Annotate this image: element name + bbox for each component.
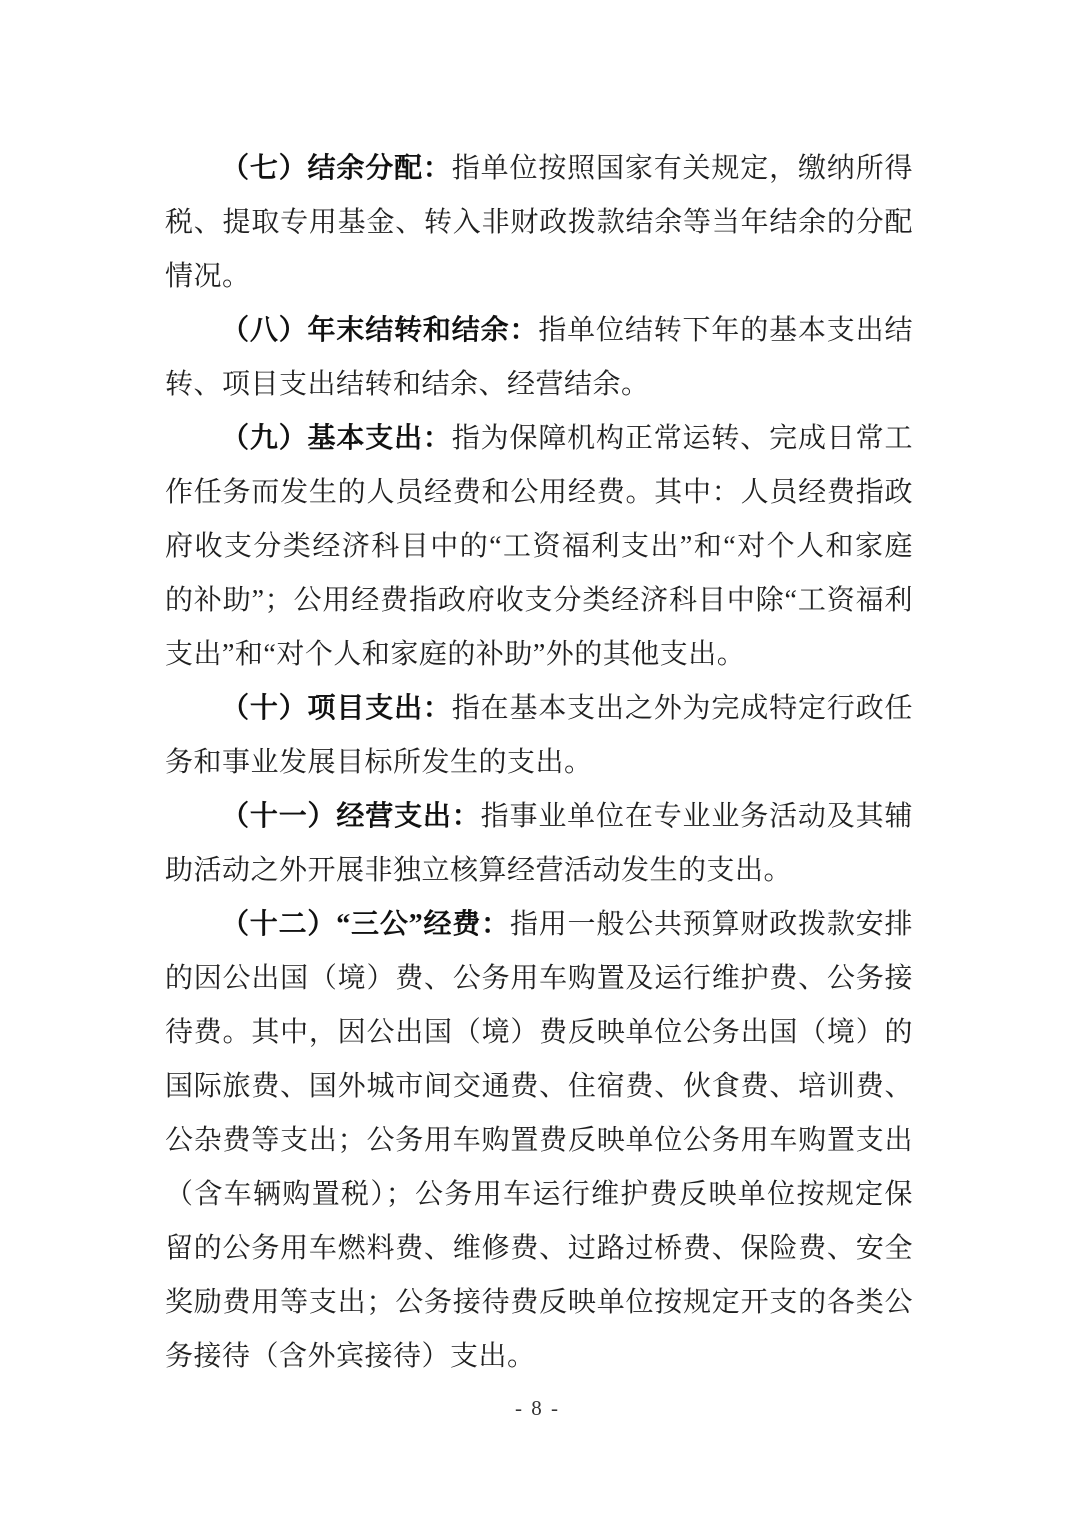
paragraph-7-text: 指单位按照国家有关规定，缴纳所得税、提取专用基金、转入非财政拨款结余等当年结余的分配情况。 [165,153,913,292]
page-number: - 8 - [515,1396,560,1420]
paragraph-10 [165,682,913,790]
paragraph-12-heading: （十二）“三公”经费： [221,909,510,940]
paragraph-11-text: 指事业单位在专业业务活动及其辅助活动之外开展非独立核算经营活动发生的支出。 [165,801,913,886]
paragraph-8-text: 指单位结转下年的基本支出结转、项目支出结转和结余、经营结余。 [165,315,913,400]
paragraph-9-text: 指为保障机构正常运转、完成日常工作任务而发生的人员经费和公用经费。其中：人员经费指政府收支分类经济科目中的“工资福利支出”和“对个人和家庭的补助”；公用经费指政府收支分类经济科目中除“工资福利支出”和“对个人和家庭的补助”外的其他支出。 [165,423,913,670]
paragraph-12-text: 指用一般公共预算财政拨款安排的因公出国（境）费、公务用车购置及运行维护费、公务接待费。其中，因公出国（境）费反映单位公务出国（境）的国际旅费、国外城市间交通费、住宿费、伙食费、培训费、公杂费等支出；公务用车购置费反映单位公务用车购置支出（含车辆购置税）；公务用车运行维护费反映单位按规定保留的公务用车燃料费、维修费、过路过桥费、保险费、安全奖励费用等支出；公务接待费反映单位按规定开支的各类公务接待（含外宾接待）支出。 [165,909,913,1372]
paragraph-9-heading: （九）基本支出： [221,423,452,454]
paragraph-7 [165,142,913,304]
paragraph-7-heading: （七）结余分配： [221,153,452,184]
paragraph-8 [165,304,913,412]
paragraph-8-heading: （八）年末结转和结余： [221,315,539,346]
paragraph-11 [165,790,913,898]
paragraph-9 [165,412,913,682]
page-footer [0,1396,1075,1421]
document-body [165,142,913,1384]
paragraph-11-heading: （十一）经营支出： [221,801,481,832]
paragraph-12 [165,898,913,1384]
paragraph-10-text: 指在基本支出之外为完成特定行政任务和事业发展目标所发生的支出。 [165,693,913,778]
paragraph-10-heading: （十）项目支出： [221,693,452,724]
